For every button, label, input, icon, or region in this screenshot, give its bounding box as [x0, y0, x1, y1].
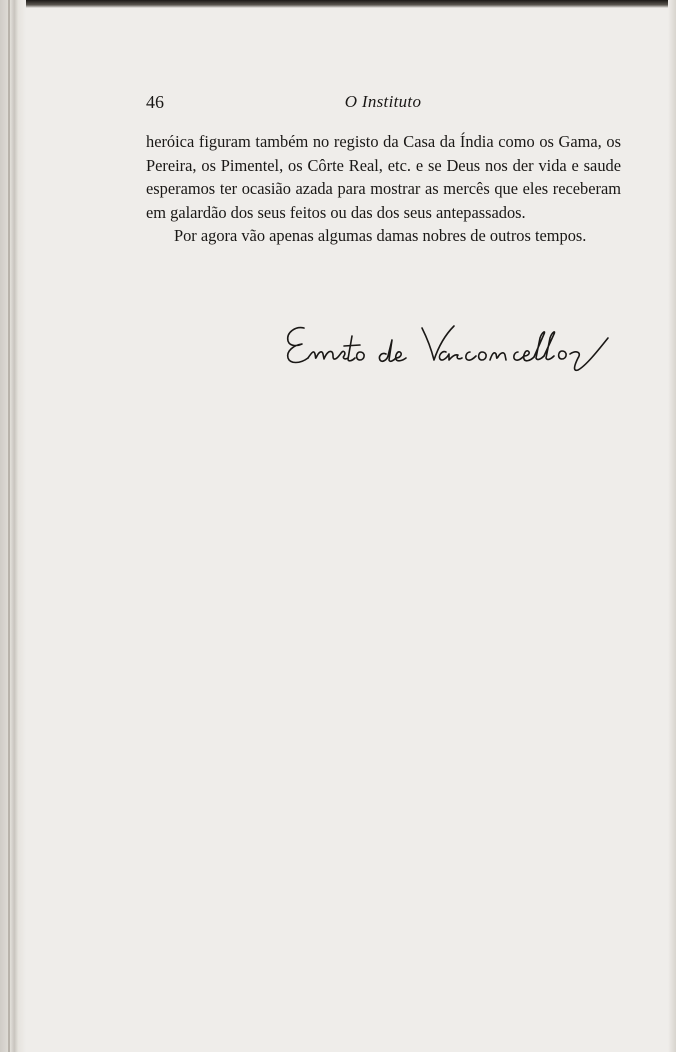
book-gutter [0, 0, 26, 1052]
signature-drawing [282, 314, 622, 386]
paragraph: Por agora vão apenas algumas damas nobres de outros tempos. [174, 226, 587, 246]
handwritten-signature [282, 314, 622, 386]
right-page-edge [668, 0, 676, 1052]
page-header [146, 92, 620, 116]
show-through-texture [150, 380, 628, 920]
running-title: O Instituto [344, 92, 422, 111]
top-page-edge [0, 0, 676, 8]
page-number: 46 [146, 92, 164, 112]
paragraph-continuation: heróica figuram também no registo da Casa da Índia como os Gama, os Pereira, os Pimentel, os Côrte Real, etc. e se Deus nos der vida e saude esperamos ter ocasião azada para mostrar as mercês que eles receberam em galardão dos seus feitos ou das dos seus antepassados. [146, 132, 621, 222]
body-text [146, 130, 621, 248]
